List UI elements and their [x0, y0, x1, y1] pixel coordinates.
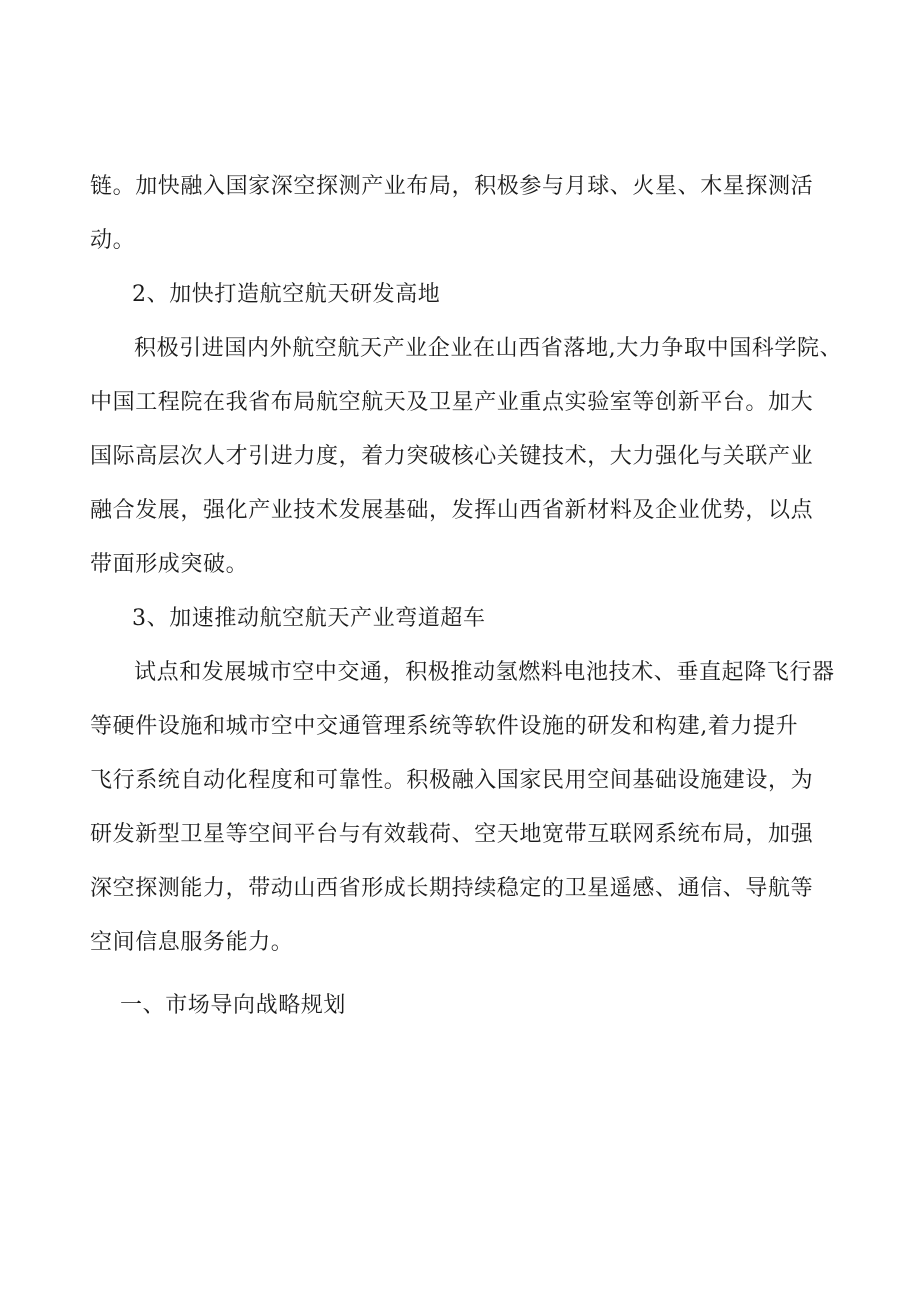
section-heading: 3、加速推动航空航天产业弯道超车 — [132, 606, 486, 631]
paragraph-line: 试点和发展城市空中交通，积极推动氢燃料电池技术、垂直起降飞行器 — [134, 660, 835, 685]
paragraph-line: 国际高层次人才引进力度，着力突破核心关键技术，大力强化与关联产业 — [90, 444, 814, 469]
paragraph-line: 空间信息服务能力。 — [90, 930, 294, 955]
paragraph-line: 融合发展，强化产业技术发展基础，发挥山西省新材料及企业优势，以点 — [90, 498, 814, 523]
paragraph-line: 深空探测能力，带动山西省形成长期持续稳定的卫星遥感、通信、导航等 — [90, 876, 814, 901]
paragraph-line: 带面形成突破。 — [90, 552, 249, 577]
paragraph-line: 动。 — [90, 228, 136, 253]
chapter-heading: 一、市场导向战略规划 — [120, 993, 347, 1018]
section-heading: 2、加快打造航空航天研发高地 — [132, 282, 441, 307]
paragraph-line: 研发新型卫星等空间平台与有效载荷、空天地宽带互联网系统布局，加强 — [90, 822, 814, 847]
paragraph-line: 等硬件设施和城市空中交通管理系统等软件设施的研发和构建,着力提升 — [90, 714, 799, 739]
paragraph-line: 飞行系统自动化程度和可靠性。积极融入国家民用空间基础设施建设，为 — [90, 768, 814, 793]
paragraph-line: 积极引进国内外航空航天产业企业在山西省落地,大力争取中国科学院、 — [134, 336, 843, 361]
paragraph-line: 链。加快融入国家深空探测产业布局，积极参与月球、火星、木星探测活 — [90, 174, 814, 199]
paragraph-line: 中国工程院在我省布局航空航天及卫星产业重点实验室等创新平台。加大 — [90, 390, 814, 415]
